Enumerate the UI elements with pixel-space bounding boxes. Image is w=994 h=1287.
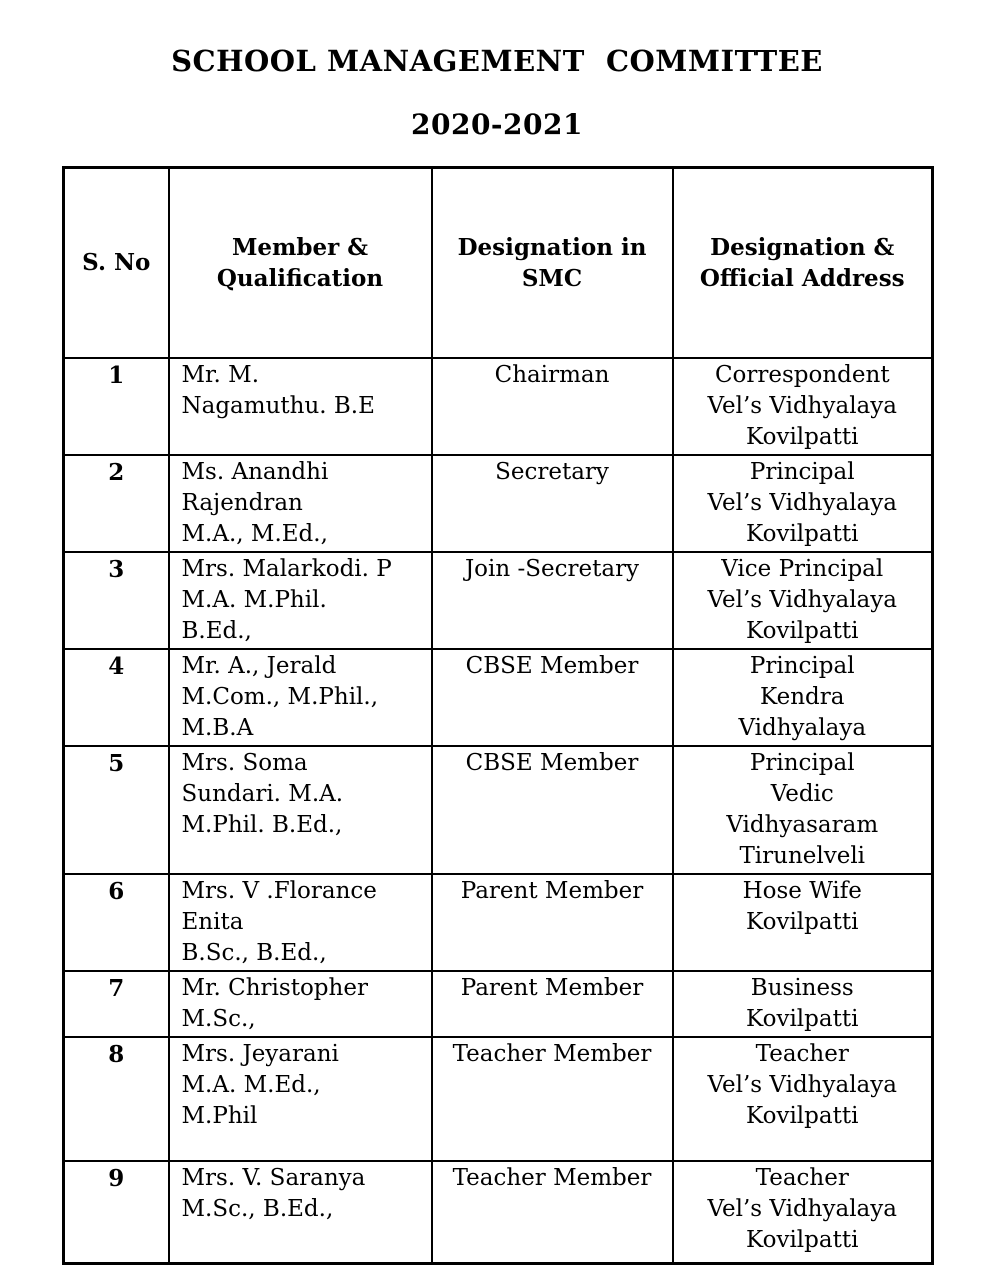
sno-cell <box>64 1161 169 1264</box>
document-subtitle: 2020-2021 <box>411 108 583 141</box>
table-row <box>64 746 933 874</box>
designation-cell <box>432 1037 673 1161</box>
table-row <box>64 358 933 455</box>
address-cell <box>673 1037 933 1161</box>
text-line: Teacher Member <box>452 1164 652 1191</box>
header-text-line: SMC <box>521 264 583 292</box>
column-header-designation <box>432 168 673 358</box>
address-cell <box>673 1161 933 1264</box>
text-line: Mrs. V .Florance <box>181 877 377 904</box>
table-row <box>64 1161 933 1264</box>
text-line: Kovilpatti <box>746 1226 859 1253</box>
sno-cell <box>64 358 169 455</box>
text-line: Join -Secretary <box>464 555 640 582</box>
member-cell <box>169 358 432 455</box>
text-line: Vidhyalaya <box>738 714 867 741</box>
text-line: Teacher <box>755 1164 849 1191</box>
text-line: Teacher <box>755 1040 849 1067</box>
text-line: Vedic <box>770 780 834 807</box>
designation-cell <box>432 971 673 1037</box>
text-line: Kovilpatti <box>746 617 859 644</box>
header-text-line: Qualification <box>216 264 384 292</box>
member-cell <box>169 455 432 552</box>
text-line: M.A., M.Ed., <box>181 520 328 547</box>
text-line: Rajendran <box>181 489 303 516</box>
text-line: 3 <box>108 555 125 583</box>
header-text-line: Designation in <box>457 233 647 261</box>
address-cell <box>673 746 933 874</box>
text-line: Vel’s Vidhyalaya <box>707 586 897 613</box>
text-line: M.Sc., B.Ed., <box>181 1195 334 1222</box>
table-row <box>64 971 933 1037</box>
designation-cell <box>432 455 673 552</box>
text-line: 8 <box>108 1040 125 1068</box>
table-row <box>64 874 933 971</box>
sno-cell <box>64 455 169 552</box>
table-row <box>64 455 933 552</box>
text-line: Kovilpatti <box>746 520 859 547</box>
text-line: Business <box>750 974 854 1001</box>
text-line: Vidhyasaram <box>726 811 879 838</box>
text-line: Mrs. Malarkodi. P <box>181 555 392 582</box>
text-line: Mr. Christopher <box>181 974 368 1001</box>
text-line: M.Sc., <box>181 1005 256 1032</box>
text-line: Parent Member <box>460 974 644 1001</box>
member-cell <box>169 1161 432 1264</box>
member-cell <box>169 552 432 649</box>
header-row <box>64 168 933 358</box>
text-line: Vel’s Vidhyalaya <box>707 1071 897 1098</box>
designation-cell <box>432 552 673 649</box>
text-line: Kendra <box>760 683 845 710</box>
text-line: 1 <box>108 361 125 389</box>
text-line: Sundari. M.A. <box>181 780 344 807</box>
text-line: 2 <box>108 458 125 486</box>
document-title: SCHOOL MANAGEMENT COMMITTEE <box>171 44 823 78</box>
sno-cell <box>64 1037 169 1161</box>
text-line: 4 <box>108 652 125 680</box>
text-line: Chairman <box>494 361 610 388</box>
address-cell <box>673 971 933 1037</box>
text-line: Principal <box>749 458 855 485</box>
member-cell <box>169 746 432 874</box>
designation-cell <box>432 649 673 746</box>
text-line: Mrs. Jeyarani <box>181 1040 339 1067</box>
header-text-line: Designation & <box>710 233 895 261</box>
text-line: CBSE Member <box>465 652 639 679</box>
address-cell <box>673 874 933 971</box>
address-cell <box>673 358 933 455</box>
sno-cell <box>64 649 169 746</box>
text-line: Teacher Member <box>452 1040 652 1067</box>
text-line: Kovilpatti <box>746 908 859 935</box>
text-line: 9 <box>108 1164 125 1192</box>
text-line: Tirunelveli <box>739 842 866 869</box>
text-line: Kovilpatti <box>746 423 859 450</box>
table-row <box>64 552 933 649</box>
column-header-address <box>673 168 933 358</box>
text-line: M.B.A <box>181 714 254 741</box>
text-line: Vel’s Vidhyalaya <box>707 392 897 419</box>
text-line: Mr. A., Jerald <box>181 652 337 679</box>
text-line: Vice Principal <box>721 555 884 582</box>
text-line: Vel’s Vidhyalaya <box>707 1195 897 1222</box>
text-line: Mrs. Soma <box>181 749 308 776</box>
address-cell <box>673 649 933 746</box>
text-line: Correspondent <box>714 361 890 388</box>
table-body <box>64 358 933 1264</box>
text-line: Secretary <box>495 458 609 485</box>
designation-cell <box>432 1161 673 1264</box>
text-line: Nagamuthu. B.E <box>181 392 375 419</box>
text-line: Mr. M. <box>181 361 260 388</box>
text-line: Kovilpatti <box>746 1005 859 1032</box>
text-line: Hose Wife <box>742 877 862 904</box>
text-line: B.Ed., <box>181 617 252 644</box>
header-text-line: Member & <box>231 233 369 261</box>
text-line: B.Sc., B.Ed., <box>181 939 327 966</box>
designation-cell <box>432 746 673 874</box>
text-line: M.Phil. B.Ed., <box>181 811 343 838</box>
text-line: CBSE Member <box>465 749 639 776</box>
address-cell <box>673 455 933 552</box>
sno-cell <box>64 746 169 874</box>
table-row <box>64 1037 933 1161</box>
text-line: Enita <box>181 908 244 935</box>
text-line: Principal <box>749 652 855 679</box>
text-line: Parent Member <box>460 877 644 904</box>
table-row <box>64 649 933 746</box>
text-line: M.A. M.Ed., <box>181 1071 321 1098</box>
text-line: Vel’s Vidhyalaya <box>707 489 897 516</box>
address-cell <box>673 552 933 649</box>
sno-cell <box>64 552 169 649</box>
text-line: M.Com., M.Phil., <box>181 683 379 710</box>
member-cell <box>169 1037 432 1161</box>
header-text-line: Official Address <box>699 264 905 292</box>
member-cell <box>169 649 432 746</box>
text-line: M.A. M.Phil. <box>181 586 327 613</box>
designation-cell <box>432 358 673 455</box>
member-cell <box>169 971 432 1037</box>
text-line: M.Phil <box>181 1102 258 1129</box>
member-cell <box>169 874 432 971</box>
column-header-member <box>169 168 432 358</box>
smc-table <box>62 166 934 1265</box>
text-line: 6 <box>108 877 125 905</box>
text-line: 5 <box>108 749 125 777</box>
designation-cell <box>432 874 673 971</box>
text-line: Principal <box>749 749 855 776</box>
text-line: 7 <box>108 974 125 1002</box>
text-line: Mrs. V. Saranya <box>181 1164 366 1191</box>
text-line: Kovilpatti <box>746 1102 859 1129</box>
sno-cell <box>64 971 169 1037</box>
text-line: Ms. Anandhi <box>181 458 329 485</box>
header-text-line: S. No <box>82 249 151 277</box>
column-header-sno <box>64 168 169 358</box>
sno-cell <box>64 874 169 971</box>
